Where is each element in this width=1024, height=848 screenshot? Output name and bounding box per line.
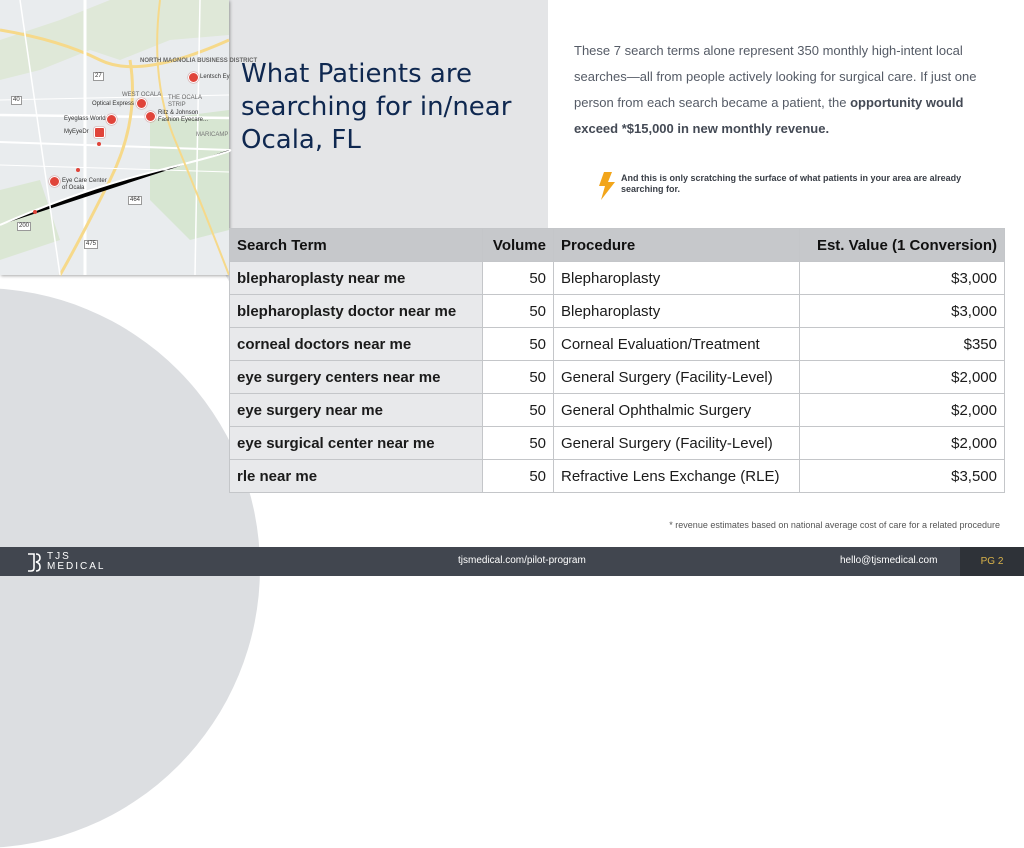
map-pin-eye-care-center[interactable] <box>49 176 60 187</box>
map-label-maricamp: MARICAMP <box>196 132 229 138</box>
footnote: * revenue estimates based on national average cost of care for a related procedure <box>669 520 1000 530</box>
road-shield-475: 475 <box>86 241 97 247</box>
map-pin-optical-express[interactable] <box>136 98 147 109</box>
cell-procedure: Blepharoplasty <box>554 295 800 328</box>
cell-procedure: General Surgery (Facility-Level) <box>554 427 800 460</box>
cell-volume: 50 <box>483 460 554 493</box>
table-row <box>230 361 1005 394</box>
cell-procedure: Refractive Lens Exchange (RLE) <box>554 460 800 493</box>
callout-text: And this is only scratching the surface of what patients in your area are already searching for. <box>621 173 962 194</box>
table-row <box>230 295 1005 328</box>
logo-mark-icon <box>26 551 42 573</box>
cell-volume: 50 <box>483 394 554 427</box>
cell-est-value: $350 <box>800 328 1005 361</box>
cell-est-value: $3,500 <box>800 460 1005 493</box>
logo-text <box>47 552 105 572</box>
intro-text: These 7 search terms alone represent 350 monthly high-intent local searches—all from people actively looking for surgical care. If just one person from each search became a patient, the <box>574 43 977 110</box>
map-pin-myeyedr[interactable] <box>94 127 105 138</box>
intro-highlight: opportunity would exceed *$15,000 in new monthly revenue. <box>574 95 964 136</box>
map-label-optical-express: Optical Express <box>92 101 135 107</box>
cell-search-term: eye surgical center near me <box>230 427 483 460</box>
map-pin-lentsch[interactable] <box>188 72 199 83</box>
cell-volume: 50 <box>483 262 554 295</box>
header-volume: Volume <box>483 229 554 262</box>
map-dot <box>76 168 80 172</box>
cell-procedure: General Ophthalmic Surgery <box>554 394 800 427</box>
map-label-eyeglass-world: Eyeglass World <box>64 116 106 122</box>
cell-search-term: corneal doctors near me <box>230 328 483 361</box>
table-body <box>230 262 1005 493</box>
lightning-icon <box>598 172 616 200</box>
cell-search-term: eye surgery near me <box>230 394 483 427</box>
page-number: PG 2 <box>960 547 1024 576</box>
map-pin-ritz-johnson[interactable] <box>145 111 156 122</box>
map-roads <box>0 0 229 275</box>
map-label-myeyedr: MyEyeDr <box>64 129 89 135</box>
map-label-district: NORTH MAGNOLIA BUSINESS DISTRICT <box>140 58 258 64</box>
intro-paragraph <box>574 38 1004 142</box>
cell-search-term: rle near me <box>230 460 483 493</box>
map-pin-eyeglass-world[interactable] <box>106 114 117 125</box>
map-label-ocala-strip: THE OCALA STRIP <box>168 95 202 108</box>
map-label-eye-care-center: Eye Care Center of Ocala <box>62 178 107 191</box>
road-shield-464: 464 <box>130 197 141 203</box>
map-label-ritz-johnson: Ritz & Johnson Fashion Eyecare... <box>158 110 209 123</box>
search-terms-table <box>229 228 1005 493</box>
road-shield-27: 27 <box>95 73 102 79</box>
footer-email-link[interactable]: hello@tjsmedical.com <box>840 555 938 566</box>
footer-url-link[interactable]: tjsmedical.com/pilot-program <box>458 555 586 566</box>
road-shield-200: 200 <box>19 223 30 229</box>
map-label-lentsch: Lentsch Ey <box>200 74 230 80</box>
cell-volume: 50 <box>483 295 554 328</box>
header-est-value: Est. Value (1 Conversion) <box>800 229 1005 262</box>
cell-procedure: General Surgery (Facility-Level) <box>554 361 800 394</box>
cell-procedure: Blepharoplasty <box>554 262 800 295</box>
header-procedure: Procedure <box>554 229 800 262</box>
page-title: What Patients are searching for in/near Ocala, FL <box>241 59 512 155</box>
cell-est-value: $2,000 <box>800 361 1005 394</box>
cell-search-term: eye surgery centers near me <box>230 361 483 394</box>
cell-search-term: blepharoplasty near me <box>230 262 483 295</box>
map-dot <box>33 210 37 214</box>
map-dot <box>97 142 101 146</box>
logo-text-bottom: MEDICAL <box>47 561 106 572</box>
map-label-west-ocala: WEST OCALA <box>122 92 162 98</box>
logo-text-top: TJS <box>47 551 71 562</box>
cell-est-value: $3,000 <box>800 262 1005 295</box>
table-row <box>230 328 1005 361</box>
cell-volume: 50 <box>483 361 554 394</box>
cell-procedure: Corneal Evaluation/Treatment <box>554 328 800 361</box>
header-search-term: Search Term <box>230 229 483 262</box>
cell-volume: 50 <box>483 427 554 460</box>
tjs-medical-logo <box>26 551 105 573</box>
cell-search-term: blepharoplasty doctor near me <box>230 295 483 328</box>
table-row <box>230 460 1005 493</box>
road-shield-40: 40 <box>13 97 20 103</box>
table-row <box>230 427 1005 460</box>
table-row <box>230 262 1005 295</box>
table-row <box>230 394 1005 427</box>
cell-volume: 50 <box>483 328 554 361</box>
cell-est-value: $2,000 <box>800 394 1005 427</box>
location-map[interactable] <box>0 0 258 275</box>
cell-est-value: $3,000 <box>800 295 1005 328</box>
table-header-row <box>230 229 1005 262</box>
footer <box>0 547 1024 576</box>
cell-est-value: $2,000 <box>800 427 1005 460</box>
